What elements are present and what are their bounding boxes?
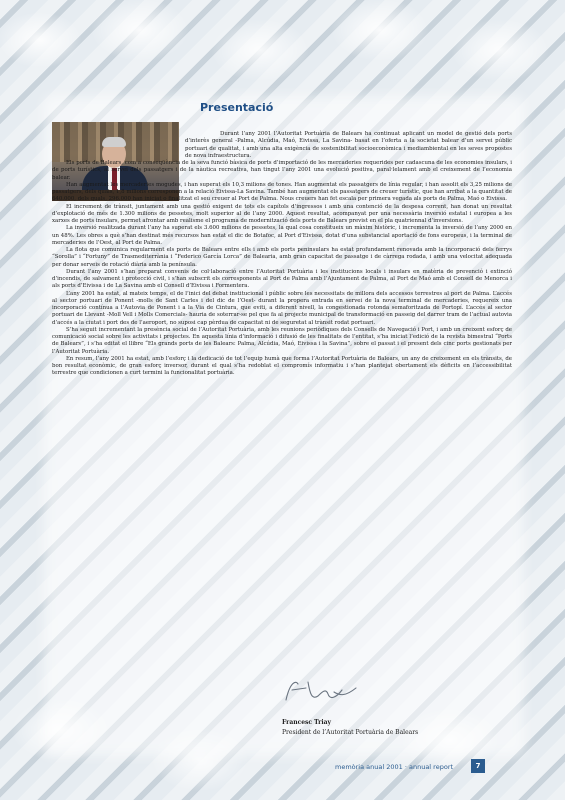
paragraph: Han augmentat les mercaderies mogudes, i han superat els 10,3 milions de tones. Han augmentat els passatgers de línia regular, i han assolit els 3,25 milions de passatgers, dels quals, 1,8 milions corresponen a la relació Eivissa-La Savina. També han augmentat els passatgers de creuer turístic, que han arribat a la quantitat de 640.000, dels quals, 296.000 han iniciat o finalitzat el seu creuer al Port de Palma. Nous creuers han fet escala per primera vegada als ports de Palma, Maó o Eivissa.	[52, 181, 512, 203]
page-title: Presentació	[200, 101, 274, 114]
signatory-role: President de l’Autoritat Portuària de Balears	[282, 729, 419, 736]
paragraph: L’any 2001 ha estat, al mateix temps, el de l’inici del debat institucional i públic sobre les necessitats de millora dels accessos terrestres al port de Palma. L’accés al sector portuari de Ponent -molls de Sant Carles i del dic de l’Oest- durant la propera entrada en servei de la nova terminal de mercaderies, requereix una incorporació contínua a l’Autovia de Ponent i a la Via de Cintura, que eviti, a diferent nivell, la congestionada rotonda semaforitzada de Portopí. L’accés al sector portuari de Llevant -Moll Vell i Molls Comercials- hauria de soterrar-se pel que fa al projecte municipal de transformació en passeig del darrer tram de l’actual autovia d’accés a la ciutat i port des de l’aeroport, no suposi cap pèrdua de capacitat ni de seguretat al trànsit rodat portuari.	[52, 290, 512, 326]
paragraph: La inversió realitzada durant l’any ha superat els 3.600 milions de pessetes, la qual cosa constitueix un màxim històric, i incrementa la inversió de l’any 2000 en un 48%. Les obres a què s’han destinat més recursos han estat el dic de Botafoc, al Port d’Eivissa, dotat d’una substancial aportació de fons europeus, i la terminal de mercaderies de l’Oest, al Port de Palma.	[52, 225, 512, 246]
paragraph: El increment de trànsit, juntament amb una gestió exigent de tots els capítols d’ingressos i amb una contenció de la despesa corrent, han donat un resultat d’explotació de més de 1.300 milions de pessetes, molt superior al de l’any 2000. Aquest resultat, acompanyat per una necessària inversió estatal i europea a les xarxes de ports insulars, permet afrontar amb realisme el programa de modernització dels ports de Balears previst en el pla quatriennal d’inversions.	[52, 203, 512, 224]
paragraph: Durant l’any 2001 s’han preparat convenis de col·laboració entre l’Autoritat Portuària i les institucions locals i insulars en matèria de prevenció i extinció d’incendis, de salvament i protecció civil, i s’han subscrit els corresponents al Port de Palma amb l’Ajuntament de Palma, al Port de Maó amb el Consell de Menorca i als ports d’Eivissa i de La Savina amb el Consell d’Eivissa i Formentera.	[52, 268, 512, 290]
paragraph: Els ports de Balears, com a conseqüència de la seva funció bàsica de ports d’importació de les mercaderies requerides per cadascuna de les economies insulars, i de ports turístics, al servei dels passatgers i de la nàutica recreativa, han tingut l’any 2001 una evolució positiva, paral·lelament amb el creixement de l’economia balear.	[52, 160, 512, 181]
paragraph: En resum, l’any 2001 ha estat, amb l’esforç i la dedicació de tot l’equip humà que forma l’Autoritat Portuària de Balears, un any de creixement en els trànsits, de bon resultat econòmic, de gran esforç inversor, durant el qual s’ha redoblat el compromís informatiu i s’han plantejat obertament els dèficits en l’accessibilitat terrestre que condicionen a curt termini la funcionalitat portuària.	[52, 355, 512, 377]
handwritten-signature	[282, 674, 362, 708]
body-text	[52, 131, 512, 378]
paragraph: La flota que comunica regularment els ports de Balears entre ells i amb els ports peninsulars ha estat profundament renovada amb la incorporació dels ferrys “Sorolla” i “Fortuny” de Trasmediterrània i “Federico García Lorca” de Balearia, amb gran capacitat de passatge i de càrrega rodada, i amb una velocitat adequada per donar serveis de rotació diària amb la península.	[52, 247, 512, 268]
paragraph: Durant l’any 2001 l’Autoritat Portuària de Balears ha continuat aplicant un model de gestió dels ports d’interès general -Palma, Alcúdia, Maó, Eivissa, La Savina- basat en l’oferta a la societat balear d’un servei públic portuari de qualitat, i amb una alta exigència de sostenibilitat socioeconòmica i mediambiental en les seves propostes de nova infraestructura.	[185, 131, 512, 159]
paragraph: S’ha seguit incrementant la presència social de l’Autoritat Portuària, amb les reunions periòdiques dels Consells de Navegació i Port, i amb un creixent esforç de comunicació social sobre les activitats i projectes. En aquesta línia d’informació i difusió de les finalitats de l’entitat, s’ha iniciat l’edició de la revista bimestral “Ports de Balears”, i s’ha editat el llibre “Els grands ports de les Balears: Palma, Alcúdia, Maó, Eivissa i la Savina”, sobre el passat i el present dels cinc ports gestionats per l’Autoritat Portuària.	[52, 326, 512, 355]
signatory-name: Francesc Triay	[282, 719, 331, 726]
footer-text: memòria anual 2001 · annual report	[335, 763, 454, 771]
page-number: 7	[471, 759, 485, 773]
